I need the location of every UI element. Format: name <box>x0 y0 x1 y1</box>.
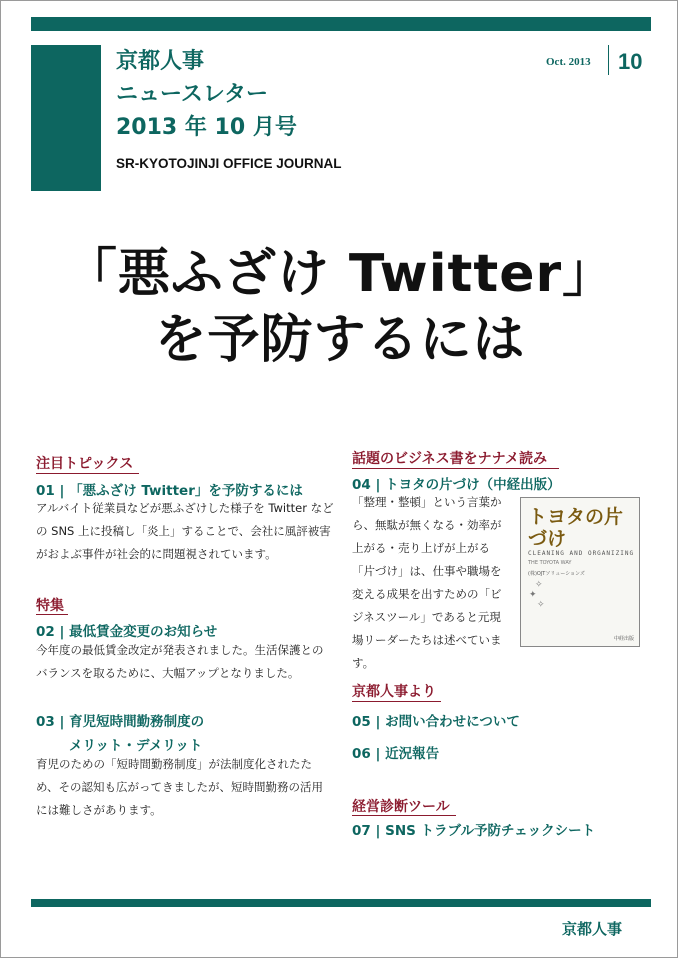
article-title-03-line2[interactable]: メリット・デメリット <box>69 738 203 754</box>
book-cover-author: (株)OJTソリューションズ <box>528 571 585 577</box>
sparkle-icon: ✧ <box>537 600 545 610</box>
book-cover-english-sub: THE TOYOTA WAY <box>528 560 572 566</box>
section-heading-feature: 特集 <box>36 598 64 614</box>
article-title-05[interactable]: 05 | お問い合わせについて <box>352 714 520 730</box>
corner-color-block <box>31 45 101 191</box>
section-heading-topics: 注目トピックス <box>36 456 134 472</box>
bottom-accent-bar <box>31 899 651 907</box>
section-heading-books: 話題のビジネス書をナナメ読み <box>352 451 548 467</box>
section-heading-office: 京都人事より <box>352 684 436 700</box>
issue-divider <box>608 45 609 75</box>
book-cover-title: トヨタの片づけ <box>528 506 624 550</box>
article-title-07[interactable]: 07 | SNS トラブル予防チェックシート <box>352 823 596 839</box>
section-underline-books <box>352 468 559 469</box>
title-line-1: 京都人事 <box>116 49 205 74</box>
section-underline-topics <box>36 473 139 474</box>
article-title-06[interactable]: 06 | 近況報告 <box>352 746 440 762</box>
journal-subtitle: SR-KYOTOJINJI OFFICE JOURNAL <box>116 156 342 171</box>
section-underline-office <box>352 701 441 702</box>
main-headline <box>1 241 678 373</box>
article-title-03[interactable]: 03 | 育児短時間勤務制度の <box>36 714 205 730</box>
sparkle-icon: ✦ <box>529 590 537 600</box>
article-title-02[interactable]: 02 | 最低賃金変更のお知らせ <box>36 624 218 640</box>
article-body-03: 育児のための「短時間勤務制度」が法制度化されたため、その認知も広がってきましたが、短時間勤務の活用には難しさがあります。 <box>36 757 324 817</box>
article-title-04[interactable]: 04 | トヨタの片づけ（中経出版） <box>352 477 561 493</box>
article-body-02: 今年度の最低賃金改定が発表されました。生活保護とのバランスを取るために、大幅アップとなりました。 <box>36 643 324 680</box>
issue-date: Oct. 2013 <box>546 56 591 68</box>
issue-number: 10 <box>618 49 643 74</box>
title-line-3: 2013 年 10 月号 <box>116 115 297 140</box>
article-title-01[interactable]: 01 | 「悪ふざけ Twitter」を予防するには <box>36 483 303 499</box>
article-body-01: アルバイト従業員などが悪ふざけした様子を Twitter などの SNS 上に投稿し「炎上」することで、会社に風評被害がおよぶ事件が社会的に問題視されています。 <box>36 501 334 561</box>
newsletter-title <box>116 45 297 144</box>
headline-line-2: を予防するには <box>154 310 526 370</box>
section-heading-tools: 経営診断ツール <box>352 799 450 815</box>
book-cover-image <box>520 497 640 647</box>
sparkle-icon: ✧ <box>535 580 543 590</box>
article-body-04: 「整理・整頓」という言葉から、無駄が無くなる・効率が上がる・売り上げが上がる「片づけ」は、仕事や職場を変える成果を出すための「ビジネスツール」であると元現場リーダーたちは述べています。 <box>352 495 502 670</box>
book-cover-publisher: 中経出版 <box>613 636 634 642</box>
footer-brand: 京都人事 <box>562 920 623 938</box>
title-line-2: ニュースレター <box>116 82 269 107</box>
book-cover-english: CLEANING AND ORGANIZING <box>528 550 635 557</box>
section-underline-feature <box>36 614 68 615</box>
section-underline-tools <box>352 815 456 816</box>
headline-line-1: 「悪ふざけ Twitter」 <box>64 244 616 304</box>
top-accent-bar <box>31 17 651 31</box>
